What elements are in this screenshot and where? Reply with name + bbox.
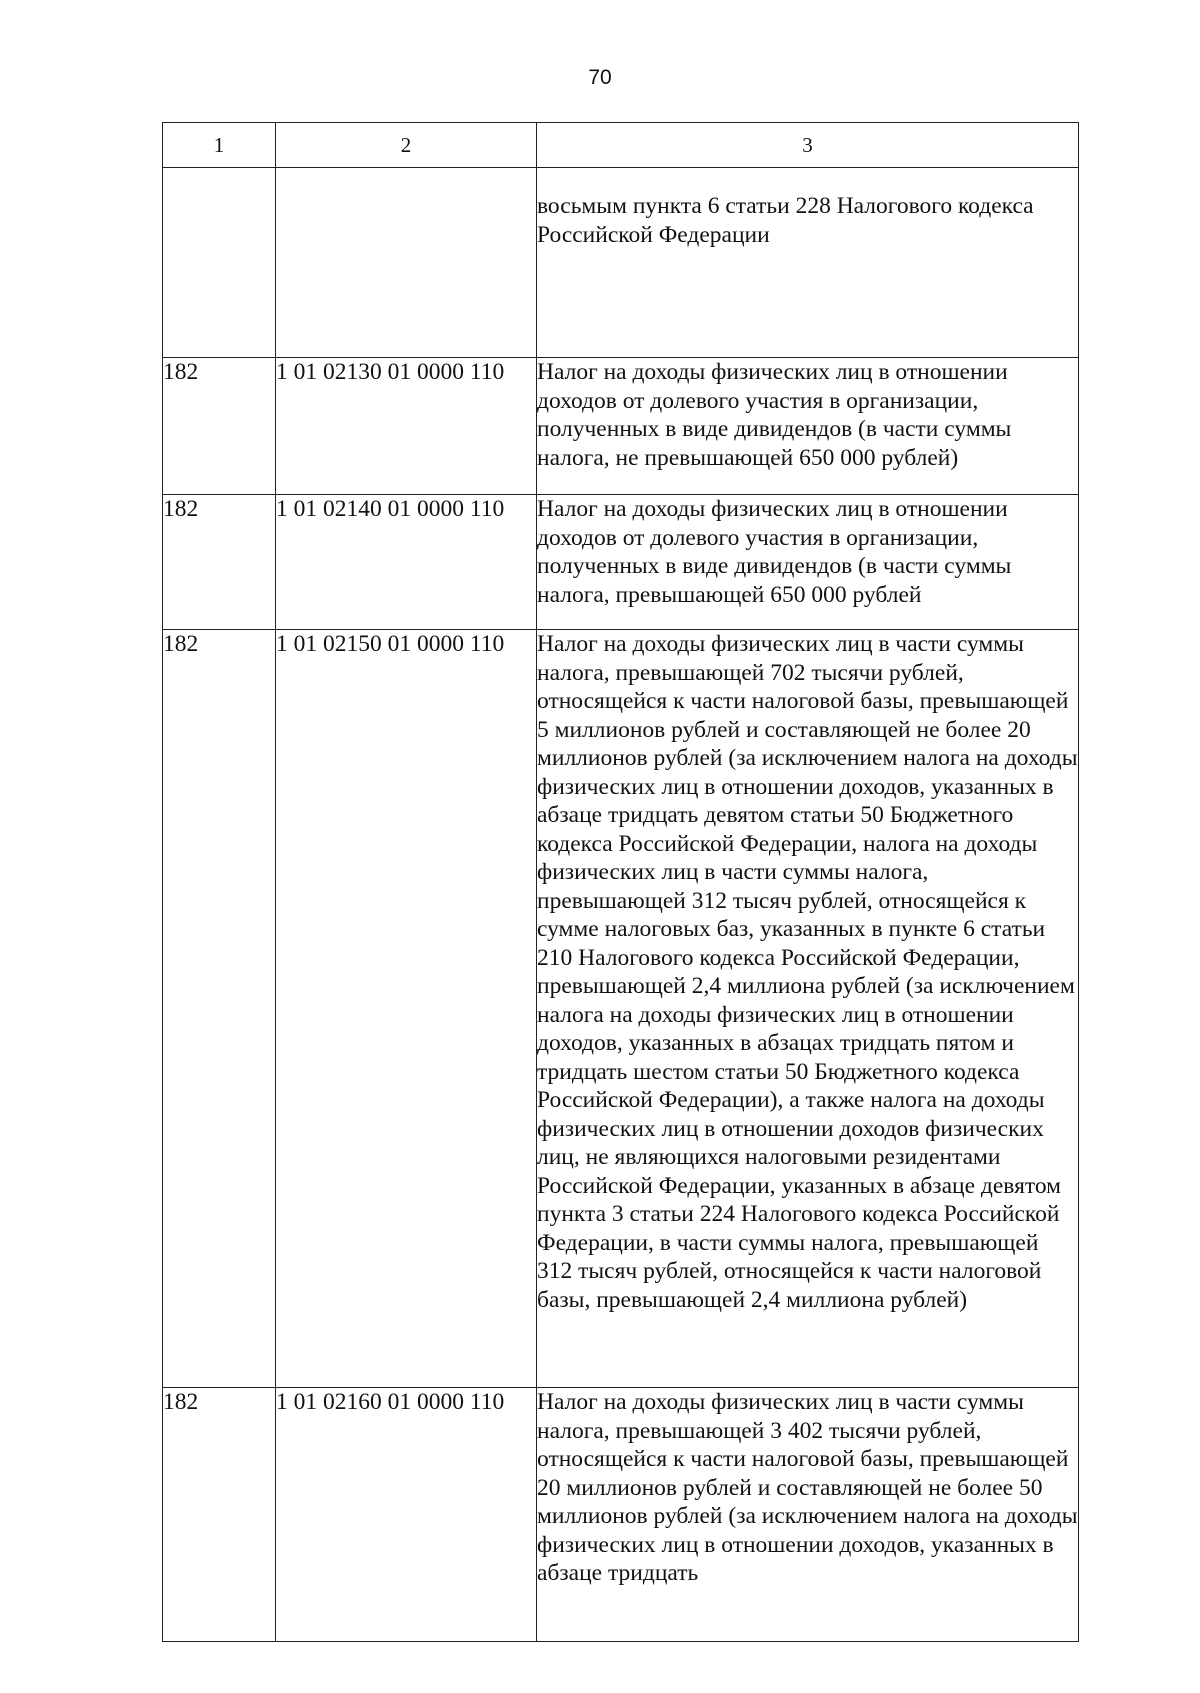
table-row bbox=[163, 495, 1079, 630]
budget-code-cell: 1 01 02150 01 0000 110 bbox=[276, 630, 537, 1388]
budget-classification-table bbox=[162, 122, 1079, 1642]
column-header-1: 1 bbox=[163, 123, 276, 168]
budget-code-cell: 1 01 02130 01 0000 110 bbox=[276, 358, 537, 495]
income-name-cell: Налог на доходы физических лиц в отношении доходов от долевого участия в организации, полученных в виде дивидендов (в части суммы налога, превышающей 650 000 рублей bbox=[537, 495, 1079, 630]
admin-code-cell: 182 bbox=[163, 358, 276, 495]
column-header-3: 3 bbox=[537, 123, 1079, 168]
admin-code-cell: 182 bbox=[163, 630, 276, 1388]
table-row bbox=[163, 358, 1079, 495]
income-name-cell: Налог на доходы физических лиц в части суммы налога, превышающей 3 402 тысячи рублей, относящейся к части налоговой базы, превышающей 20 миллионов рублей и составляющей не более 50 миллионов рублей (за исключением налога на доходы физических лиц в отношении доходов, указанных в абзаце тридцать bbox=[537, 1388, 1079, 1642]
budget-code-cell: 1 01 02140 01 0000 110 bbox=[276, 495, 537, 630]
admin-code-cell bbox=[163, 168, 276, 358]
income-name-cell: Налог на доходы физических лиц в отношении доходов от долевого участия в организации, полученных в виде дивидендов (в части суммы налога, не превышающей 650 000 рублей) bbox=[537, 358, 1079, 495]
budget-code-cell bbox=[276, 168, 537, 358]
page-number: 70 bbox=[588, 66, 612, 89]
table-row bbox=[163, 168, 1079, 358]
admin-code-cell: 182 bbox=[163, 1388, 276, 1642]
income-name-cell: восьмым пункта 6 статьи 228 Налогового кодекса Российской Федерации bbox=[537, 168, 1079, 358]
income-name-cell: Налог на доходы физических лиц в части суммы налога, превышающей 702 тысячи рублей, относящейся к части налоговой базы, превышающей 5 миллионов рублей и составляющей не более 20 миллионов рублей (за исключением налога на доходы физических лиц в отношении доходов, указанных в абзаце тридцать девятом статьи 50 Бюджетного кодекса Российской Федерации, налога на доходы физических лиц в части суммы налога, превышающей 312 тысяч рублей, относящейся к сумме налоговых баз, указанных в пункте 6 статьи 210 Налогового кодекса Российской Федерации, превышающей 2,4 миллиона рублей (за исключением налога на доходы физических лиц в отношении доходов, указанных в абзацах тридцать пятом и тридцать шестом статьи 50 Бюджетного кодекса Российской Федерации), а также налога на доходы физических лиц в отношении доходов физических лиц, не являющихся налоговыми резидентами Российской Федерации, указанных в абзаце девятом пункта 3 статьи 224 Налогового кодекса Российской Федерации, в части суммы налога, превышающей 312 тысяч рублей, относящейся к части налоговой базы, превышающей 2,4 миллиона рублей) bbox=[537, 630, 1079, 1388]
table-row bbox=[163, 1388, 1079, 1642]
budget-code-cell: 1 01 02160 01 0000 110 bbox=[276, 1388, 537, 1642]
column-header-2: 2 bbox=[276, 123, 537, 168]
table-row bbox=[163, 630, 1079, 1388]
admin-code-cell: 182 bbox=[163, 495, 276, 630]
table-header-row bbox=[163, 123, 1079, 168]
